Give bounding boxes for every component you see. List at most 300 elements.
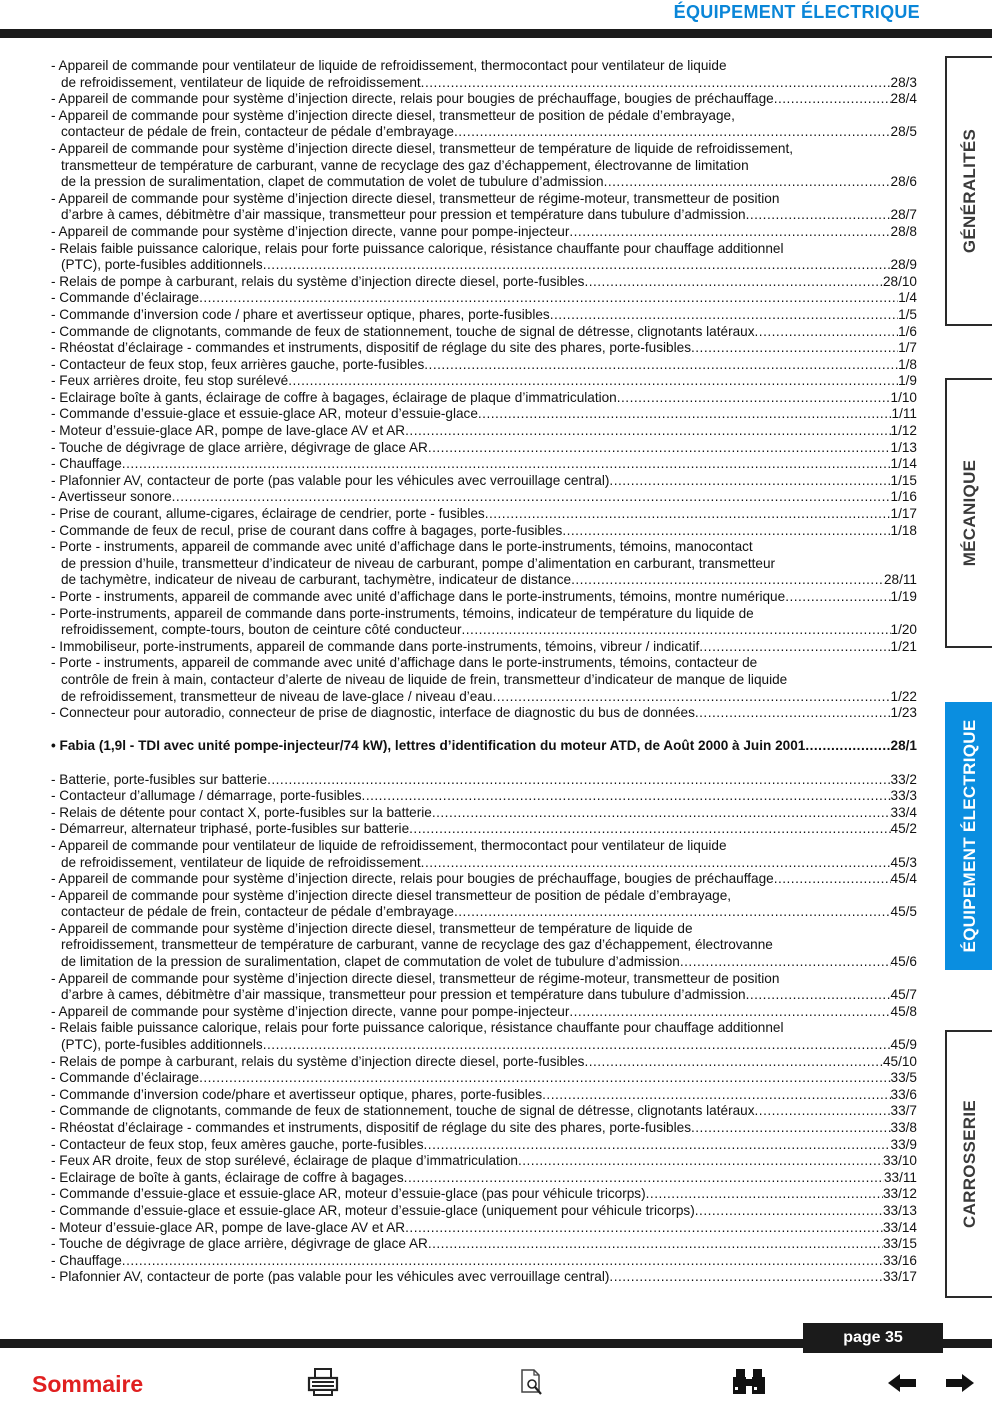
toc-entry-line bbox=[51, 888, 917, 905]
toc-page-ref[interactable]: 1/9 bbox=[898, 373, 917, 389]
toc-entry-text: - Appareil de commande pour système d’injection directe, relais pour bougies de préchauffage, bougies de préchauffage bbox=[51, 91, 774, 107]
toc-entry[interactable] bbox=[51, 1186, 917, 1203]
toc-page-ref[interactable]: 1/18 bbox=[890, 522, 917, 538]
dot-leader bbox=[454, 904, 891, 921]
toc-entry-text: - Immobiliseur, porte-instruments, appareil de commande dans porte-instruments, témoins, vibreur / indicatif bbox=[51, 638, 700, 654]
toc-entry-line bbox=[51, 108, 917, 125]
toc-entry-text: de refroidissement, ventilateur de liquide de refroidissement bbox=[61, 74, 421, 90]
tab-mecanique[interactable] bbox=[945, 378, 992, 648]
toc-entry[interactable] bbox=[51, 921, 917, 971]
toc-entry-line bbox=[51, 556, 917, 573]
toc-entry[interactable] bbox=[51, 324, 917, 341]
tab-carrosserie[interactable] bbox=[945, 1030, 992, 1298]
toc-entry-line bbox=[51, 788, 917, 805]
toc-entry-line bbox=[51, 290, 917, 307]
toc-entry[interactable] bbox=[51, 1020, 917, 1053]
sommaire-link[interactable]: Sommaire bbox=[32, 1371, 144, 1397]
toc-entry-line bbox=[51, 1153, 917, 1170]
arrow-right-icon[interactable] bbox=[945, 1373, 975, 1398]
toc-entry[interactable] bbox=[51, 805, 917, 822]
toc-entry-line bbox=[51, 655, 917, 672]
toc-entry[interactable] bbox=[51, 1087, 917, 1104]
toc-entry-text: d’arbre à cames, débitmètre d’air massique, transmetteur pour pression et température dans tubulure d’admission bbox=[61, 987, 746, 1003]
dot-leader bbox=[199, 290, 898, 307]
toc-entry[interactable] bbox=[51, 340, 917, 357]
toc-page-ref[interactable]: 45/5 bbox=[890, 904, 917, 920]
toc-entry-text: - Appareil de commande pour système d’injection directe, vanne pour pompe-injecteur bbox=[51, 223, 570, 239]
toc-entry-text: - Eclairage de boîte à gants, éclairage de coffre à bagages bbox=[51, 1169, 404, 1185]
toc-entry-text: - Relais faible puissance calorique, relais pour forte puissance calorique, résistance chauffante pour chauffage additionnel bbox=[51, 240, 784, 256]
tab-equipement-electrique-label: ÉQUIPEMENT ÉLECTRIQUE bbox=[959, 719, 979, 953]
dot-leader bbox=[172, 489, 891, 506]
tab-carrosserie-label: CARROSSERIE bbox=[959, 1100, 979, 1228]
toc-entry-line bbox=[51, 1236, 917, 1253]
toc-entry-text: - Contacteur de feux stop, feux amères gauche, porte-fusibles bbox=[51, 1136, 424, 1152]
toc-entry-text: - Contacteur de feux stop, feux arrières gauche, porte-fusibles bbox=[51, 356, 425, 372]
toc-entry[interactable] bbox=[51, 1103, 917, 1120]
toc-entry-line bbox=[51, 921, 917, 938]
toc-page-ref[interactable]: 45/9 bbox=[890, 1037, 917, 1053]
toc-entry-line bbox=[51, 904, 917, 921]
toc-entry-text: - Démarreur, alternateur triphasé, porte-fusibles sur batterie bbox=[51, 821, 410, 837]
toc-page-ref[interactable]: 1/11 bbox=[891, 406, 917, 422]
toc-entry-text: - Touche de dégivrage de glace arrière, dégivrage de glace AR bbox=[51, 439, 428, 455]
toc-entry-text: - Prise de courant, allume-cigares, éclairage de cendrier, porte - fusibles bbox=[51, 506, 485, 522]
toc-entry-text: contacteur de pédale de frein, contacteur de pédale d’embrayage bbox=[61, 124, 454, 140]
dot-leader bbox=[755, 324, 899, 341]
dot-leader bbox=[518, 1153, 883, 1170]
toc-entry-text: - Porte-instruments, appareil de commande dans porte-instruments, témoins, indicateur de température du liquide de bbox=[51, 605, 754, 621]
toc-entry-text: - Relais de détente pour contact X, porte-fusibles sur la batterie bbox=[51, 804, 432, 820]
toc-entry-text: - Commande d’essuie-glace et essuie-glace AR, moteur d’essuie-glace (uniquement pour véhicule tricorps) bbox=[51, 1202, 695, 1218]
dot-leader bbox=[263, 1037, 891, 1054]
toc-entry-text: - Connecteur pour autoradio, connecteur de prise de diagnostic, interface de diagnostic du bus de données bbox=[51, 705, 695, 721]
toc-entry-line bbox=[51, 1137, 917, 1154]
toc-entry-line bbox=[51, 705, 917, 722]
toc-page-ref[interactable]: 28/8 bbox=[890, 223, 917, 239]
toc-entry[interactable] bbox=[51, 406, 917, 423]
toc-entry-line bbox=[51, 1253, 917, 1270]
toc-page-ref[interactable]: 1/12 bbox=[890, 423, 917, 439]
toc-entry-line bbox=[51, 738, 917, 755]
dot-leader bbox=[454, 124, 891, 141]
toc-entry-line bbox=[51, 307, 917, 324]
toc-entry-line bbox=[51, 191, 917, 208]
toc-entry-text: - Commande d’essuie-glace et essuie-glace AR, moteur d’essuie-glace bbox=[51, 406, 478, 422]
toc-page-ref[interactable]: 33/6 bbox=[890, 1086, 917, 1102]
toc-entry[interactable] bbox=[51, 888, 917, 921]
dot-leader bbox=[122, 1253, 883, 1270]
toc-page-ref[interactable]: 33/9 bbox=[890, 1136, 917, 1152]
toc-page-ref[interactable]: 1/4 bbox=[898, 290, 917, 306]
toc-entry-text: - Feux arrières droite, feu stop surélevé bbox=[51, 373, 289, 389]
toc-entry-text: (PTC), porte-fusibles additionnels bbox=[61, 1037, 263, 1053]
toc-entry-line bbox=[51, 871, 917, 888]
toc-entry[interactable] bbox=[51, 489, 917, 506]
toc-entry-line bbox=[51, 1103, 917, 1120]
dot-leader bbox=[584, 1054, 883, 1071]
toc-page-ref[interactable]: 1/5 bbox=[898, 306, 917, 322]
toc-entry-line bbox=[51, 838, 917, 855]
toc-entry-line bbox=[51, 523, 917, 540]
tab-generalites-label: GÉNÉRALITÉS bbox=[959, 128, 979, 254]
dot-leader bbox=[424, 1137, 891, 1154]
toc-entry[interactable] bbox=[51, 523, 917, 540]
header-rule bbox=[0, 29, 935, 38]
toc-entry-line bbox=[51, 274, 917, 291]
toc-page-ref[interactable]: 1/15 bbox=[890, 472, 917, 488]
dot-leader bbox=[604, 174, 891, 191]
toc-page-ref[interactable]: 33/17 bbox=[882, 1269, 917, 1285]
toc-page-ref[interactable]: 33/7 bbox=[890, 1103, 917, 1119]
toc-entry[interactable] bbox=[51, 373, 917, 390]
toc-entry-text: - Appareil de commande pour système d’injection directe, relais pour bougies de préchauffage, bougies de préchauffage bbox=[51, 871, 774, 887]
toc-page-ref[interactable]: 33/2 bbox=[890, 771, 917, 787]
dot-leader bbox=[288, 373, 898, 390]
dot-leader bbox=[691, 340, 898, 357]
toc-entry[interactable] bbox=[51, 871, 917, 888]
tab-mecanique-label: MÉCANIQUE bbox=[959, 459, 979, 567]
toc-entry[interactable] bbox=[51, 1004, 917, 1021]
dot-leader bbox=[695, 1203, 883, 1220]
toc-page-ref[interactable]: 28/6 bbox=[890, 174, 917, 190]
toc-entry-text: d’arbre à cames, débitmètre d’air massique, transmetteur pour pression et température dans tubulure d’admission bbox=[61, 207, 746, 223]
toc-page-ref[interactable]: 1/20 bbox=[890, 622, 917, 638]
toc-entry-text: - Moteur d’essuie-glace AR, pompe de lave-glace AV et AR bbox=[51, 423, 406, 439]
toc-entry-line bbox=[51, 1186, 917, 1203]
toc-page-ref[interactable]: 28/1 bbox=[890, 738, 917, 754]
toc-page-ref[interactable]: 33/12 bbox=[882, 1186, 917, 1202]
toc-entry-text: - Appareil de commande pour système d’injection directe, vanne pour pompe-injecteur bbox=[51, 1003, 570, 1019]
toc-entry[interactable] bbox=[51, 1120, 917, 1137]
dot-leader bbox=[122, 456, 891, 473]
toc-entry-text: - Commande d’essuie-glace et essuie-glace AR, moteur d’essuie-glace (pas pour véhicule tricorps) bbox=[51, 1186, 646, 1202]
toc-entry[interactable] bbox=[51, 1137, 917, 1154]
toc-entry[interactable] bbox=[51, 290, 917, 307]
toc-entry[interactable] bbox=[51, 606, 917, 639]
dot-leader bbox=[421, 75, 891, 92]
toc-page-ref[interactable]: 1/8 bbox=[898, 356, 917, 372]
toc-entry[interactable] bbox=[51, 639, 917, 656]
dot-leader bbox=[646, 1186, 883, 1203]
toc-entry-line bbox=[51, 91, 917, 108]
toc-entry-line bbox=[51, 1004, 917, 1021]
dot-leader bbox=[805, 738, 890, 755]
toc-entry-line bbox=[51, 1203, 917, 1220]
toc-entry[interactable] bbox=[51, 241, 917, 274]
toc-entry[interactable] bbox=[51, 971, 917, 1004]
toc-entry-line bbox=[51, 473, 917, 490]
toc-entry-line bbox=[51, 937, 917, 954]
toc-entry-text: - Appareil de commande pour système d’injection directe diesel, transmetteur de température de liquide de refroidissement, bbox=[51, 140, 794, 156]
toc-entry[interactable] bbox=[51, 473, 917, 490]
toc-entry[interactable] bbox=[51, 423, 917, 440]
dot-leader bbox=[461, 622, 890, 639]
toc-entry[interactable] bbox=[51, 655, 917, 705]
toc-entry[interactable] bbox=[51, 456, 917, 473]
toc-entry[interactable] bbox=[51, 1170, 917, 1187]
dot-leader bbox=[432, 805, 891, 822]
toc-entry-text: - Appareil de commande pour système d’injection directe diesel transmetteur de position de pédale d’embrayage, bbox=[51, 887, 732, 903]
toc-entry-line bbox=[51, 539, 917, 556]
toc-entry[interactable] bbox=[51, 357, 917, 374]
dot-leader bbox=[584, 274, 883, 291]
toc-entry-text: transmetteur de température de carburant, vanne de recyclage des gaz d’échappement, électrovanne de limitation bbox=[61, 157, 749, 173]
dot-leader bbox=[785, 589, 890, 606]
page-number: page 35 bbox=[803, 1323, 943, 1353]
toc-page-ref[interactable]: 28/3 bbox=[890, 74, 917, 90]
toc-entry[interactable] bbox=[51, 440, 917, 457]
toc-page-ref[interactable]: 1/22 bbox=[890, 688, 917, 704]
toc-entry[interactable] bbox=[51, 274, 917, 291]
toc-entry-line bbox=[51, 1054, 917, 1071]
dot-leader bbox=[428, 1236, 883, 1253]
dot-leader bbox=[550, 307, 898, 324]
toc-page-ref[interactable]: 33/13 bbox=[882, 1202, 917, 1218]
toc-entry-line bbox=[51, 158, 917, 175]
toc-entry-text: - Commande de clignotants, commande de feux de stationnement, touche de signal de détresse, clignotants latéraux bbox=[51, 323, 755, 339]
toc-entry-text: - Relais de pompe à carburant, relais du système d’injection directe diesel, porte-fusibles bbox=[51, 273, 585, 289]
toc-entry-line bbox=[51, 1070, 917, 1087]
toc-page-ref[interactable]: 33/10 bbox=[882, 1153, 917, 1169]
toc-page-ref[interactable]: 45/6 bbox=[890, 954, 917, 970]
toc-entry-text: - Appareil de commande pour ventilateur de liquide de refroidissement, thermocontact pour ventilateur de liquide bbox=[51, 58, 727, 73]
toc-entry-text: - Relais de pompe à carburant, relais du système d’injection directe diesel, porte-fusibles bbox=[51, 1053, 585, 1069]
dot-leader bbox=[478, 406, 892, 423]
toc-page-ref[interactable]: 1/16 bbox=[890, 489, 917, 505]
toc-entry-line bbox=[51, 373, 917, 390]
toc-entry-text: - Chauffage bbox=[51, 456, 122, 472]
printer-icon[interactable] bbox=[306, 1367, 340, 1402]
toc-page-ref[interactable]: 1/7 bbox=[898, 340, 917, 356]
toc-page-ref[interactable]: 33/5 bbox=[890, 1070, 917, 1086]
toc-entry-text: contrôle de frein à main, contacteur d’alerte de niveau de liquide de frein, transmetteur d’indicateur de manque de liquide bbox=[61, 671, 788, 687]
toc-entry-text: - Chauffage bbox=[51, 1252, 122, 1268]
dot-leader bbox=[617, 390, 891, 407]
dot-leader bbox=[409, 821, 890, 838]
toc-entry-line bbox=[51, 58, 917, 75]
toc-entry-line bbox=[51, 622, 917, 639]
binoculars-icon[interactable] bbox=[731, 1367, 767, 1402]
toc-page-ref[interactable]: 28/7 bbox=[890, 207, 917, 223]
toc-entry-line bbox=[51, 589, 917, 606]
toc-entry-line bbox=[51, 124, 917, 141]
dot-leader bbox=[746, 987, 891, 1004]
toc-page-ref[interactable]: 33/15 bbox=[882, 1236, 917, 1252]
toc-entry[interactable] bbox=[51, 191, 917, 224]
toc-page-ref[interactable]: 33/11 bbox=[883, 1169, 917, 1185]
toc-entry-line bbox=[51, 1269, 917, 1286]
toc-page-ref[interactable]: 28/9 bbox=[890, 257, 917, 273]
toc-entry-line bbox=[51, 772, 917, 789]
toc-entry[interactable] bbox=[51, 141, 917, 191]
dot-leader bbox=[492, 689, 890, 706]
toc-entry-text: - Porte - instruments, appareil de commande avec unité d’affichage dans le porte-instruments, témoins, manocontact bbox=[51, 539, 753, 555]
toc-page-ref[interactable]: 45/8 bbox=[890, 1003, 917, 1019]
dot-leader bbox=[755, 1103, 891, 1120]
toc-entry-text: - Appareil de commande pour système d’injection directe diesel, transmetteur de régime-moteur, transmetteur de position bbox=[51, 190, 780, 206]
toc-entry-text: - Relais faible puissance calorique, relais pour forte puissance calorique, résistance chauffante pour chauffage additionnel bbox=[51, 1020, 784, 1036]
toc-page-ref[interactable]: 1/10 bbox=[890, 389, 917, 405]
toc-page-ref[interactable]: 1/6 bbox=[898, 323, 917, 339]
toc-entry-line bbox=[51, 1120, 917, 1137]
dot-leader bbox=[571, 572, 884, 589]
toc-entry-text: contacteur de pédale de frein, contacteur de pédale d’embrayage bbox=[61, 904, 454, 920]
toc-entry-text: - Eclairage boîte à gants, éclairage de coffre à bagages, éclairage de plaque d’immatriculation bbox=[51, 389, 617, 405]
toc-entry[interactable] bbox=[51, 1253, 917, 1270]
toc-entry-line bbox=[51, 241, 917, 258]
toc-entry[interactable] bbox=[51, 1236, 917, 1253]
toc-entry-line bbox=[51, 489, 917, 506]
dot-leader bbox=[609, 473, 890, 490]
toc-entry-line bbox=[51, 440, 917, 457]
toc-entry-line bbox=[51, 423, 917, 440]
toc-page-ref[interactable]: 28/4 bbox=[890, 91, 917, 107]
toc-page-ref[interactable]: 33/3 bbox=[890, 788, 917, 804]
toc-list bbox=[51, 58, 917, 1286]
toc-page-ref[interactable]: 28/11 bbox=[883, 572, 917, 588]
dot-leader bbox=[695, 705, 891, 722]
dot-leader bbox=[562, 523, 890, 540]
toc-entry[interactable] bbox=[51, 1070, 917, 1087]
toc-entry-line bbox=[51, 141, 917, 158]
toc-entry-line bbox=[51, 75, 917, 92]
toc-entry-text: - Feux AR droite, feux de stop surélevé, éclairage de plaque d’immatriculation bbox=[51, 1153, 518, 1169]
toc-entry-line bbox=[51, 1087, 917, 1104]
toc-entry[interactable] bbox=[51, 108, 917, 141]
toc-entry-text: - Contacteur d’allumage / démarrage, porte-fusibles bbox=[51, 788, 362, 804]
toc-entry-text: - Commande d’inversion code/phare et avertisseur optique, phares, porte-fusibles bbox=[51, 1086, 543, 1102]
toc-entry-line bbox=[51, 1220, 917, 1237]
toc-entry-text: de pression d’huile, transmetteur d’indicateur de niveau de carburant, pompe d’alimentation en carburant, transmetteur bbox=[61, 555, 776, 571]
toc-entry[interactable] bbox=[51, 788, 917, 805]
toc-entry-line bbox=[51, 689, 917, 706]
dot-leader bbox=[199, 1070, 890, 1087]
toc-page-ref[interactable]: 28/5 bbox=[890, 124, 917, 140]
dot-leader bbox=[404, 1170, 884, 1187]
toc-entry-line bbox=[51, 971, 917, 988]
toc-entry[interactable] bbox=[51, 1153, 917, 1170]
toc-entry[interactable] bbox=[51, 506, 917, 523]
toc-entry[interactable] bbox=[51, 539, 917, 589]
toc-entry[interactable] bbox=[51, 1220, 917, 1237]
toc-entry-text: - Appareil de commande pour système d’injection directe diesel, transmetteur de position de pédale d’embrayage, bbox=[51, 107, 735, 123]
toc-entry-text: - Commande d’éclairage bbox=[51, 290, 200, 306]
toc-page-ref[interactable]: 1/13 bbox=[890, 439, 917, 455]
toc-entry-line bbox=[51, 1020, 917, 1037]
toc-entry-text: de la pression de suralimentation, clapet de commutation de volet de tubulure d’admission bbox=[61, 174, 604, 190]
toc-page-ref[interactable]: 1/21 bbox=[890, 638, 917, 654]
toc-page-ref[interactable]: 33/8 bbox=[890, 1120, 917, 1135]
dot-leader bbox=[691, 1120, 891, 1137]
toc-entry-line bbox=[51, 954, 917, 971]
toc-page-ref[interactable]: 28/10 bbox=[882, 273, 917, 289]
toc-entry[interactable] bbox=[51, 1203, 917, 1220]
toc-entry-line bbox=[51, 406, 917, 423]
toc-entry-text: - Rhéostat d’éclairage - commandes et instruments, dispositif de réglage du site des phares, porte-fusibles bbox=[51, 340, 691, 356]
toc-page-ref[interactable]: 45/4 bbox=[890, 871, 917, 887]
toc-entry[interactable] bbox=[51, 705, 917, 722]
toc-page-ref[interactable]: 33/4 bbox=[890, 804, 917, 820]
toc-entry[interactable] bbox=[51, 838, 917, 871]
toc-entry[interactable] bbox=[51, 1054, 917, 1071]
dot-leader bbox=[774, 91, 891, 108]
toc-entry-text: • Fabia (1,9l - TDI avec unité pompe-injecteur/74 kW), lettres d’identification du moteur ATD, de Août 2000 à Juin 2001 bbox=[51, 738, 806, 754]
toc-entry-line bbox=[51, 572, 917, 589]
toc-page-ref[interactable]: 1/19 bbox=[890, 589, 917, 604]
toc-entry-text: - Batterie, porte-fusibles sur batterie bbox=[51, 771, 268, 787]
toc-entry-line bbox=[51, 224, 917, 241]
tab-generalites[interactable] bbox=[945, 56, 992, 326]
dot-leader bbox=[421, 855, 891, 872]
toc-entry[interactable] bbox=[51, 772, 917, 789]
toc-entry[interactable] bbox=[51, 58, 917, 91]
toc-entry-line bbox=[51, 257, 917, 274]
toc-entry-text: - Moteur d’essuie-glace AR, pompe de lave-glace AV et AR bbox=[51, 1219, 406, 1235]
zoom-page-icon[interactable] bbox=[519, 1367, 545, 1402]
toc-entry-text: - Porte - instruments, appareil de commande avec unité d’affichage dans le porte-instruments, témoins, contacteur de bbox=[51, 655, 758, 671]
toc-entry-text: - Plafonnier AV, contacteur de porte (pas valable pour les véhicules avec verrouillage central) bbox=[51, 472, 610, 488]
spacer bbox=[51, 722, 917, 739]
toc-page-ref[interactable]: 45/7 bbox=[890, 987, 917, 1003]
toc-entry[interactable] bbox=[51, 589, 917, 606]
toc-page-ref[interactable]: 1/14 bbox=[890, 456, 917, 472]
toc-entry-text: de tachymètre, indicateur de niveau de carburant, tachymètre, indicateur de distance bbox=[61, 572, 572, 588]
toc-entry-text: - Touche de dégivrage de glace arrière, dégivrage de glace AR bbox=[51, 1236, 428, 1252]
toc-entry[interactable] bbox=[51, 1269, 917, 1286]
toc-entry-line bbox=[51, 855, 917, 872]
dot-leader bbox=[569, 224, 890, 241]
toc-entry[interactable] bbox=[51, 91, 917, 108]
toc-entry-text: - Plafonnier AV, contacteur de porte (pas valable pour les véhicules avec verrouillage central) bbox=[51, 1269, 610, 1285]
toc-entry-line bbox=[51, 987, 917, 1004]
toc-entry[interactable] bbox=[51, 224, 917, 241]
section-heading[interactable] bbox=[51, 738, 917, 755]
toc-entry-line bbox=[51, 672, 917, 689]
dot-leader bbox=[609, 1269, 883, 1286]
toc-entry[interactable] bbox=[51, 307, 917, 324]
toc-entry-line bbox=[51, 324, 917, 341]
toc-entry-line bbox=[51, 506, 917, 523]
toc-page-ref[interactable]: 1/17 bbox=[890, 506, 917, 522]
header-title: ÉQUIPEMENT ÉLECTRIQUE bbox=[673, 2, 920, 22]
toc-entry-line bbox=[51, 174, 917, 191]
dot-leader bbox=[542, 1087, 890, 1104]
toc-entry[interactable] bbox=[51, 821, 917, 838]
toc-entry-text: refroidissement, transmetteur de température de carburant, vanne de recyclage des gaz d’échappement, électrovanne bbox=[61, 937, 773, 953]
toc-page-ref[interactable]: 33/14 bbox=[882, 1219, 917, 1235]
arrow-left-icon[interactable] bbox=[887, 1373, 917, 1398]
dot-leader bbox=[569, 1004, 890, 1021]
toc-page-ref[interactable]: 1/23 bbox=[890, 705, 917, 721]
toc-entry[interactable] bbox=[51, 390, 917, 407]
toc-entry-text: de limitation de la pression de suralimentation, clapet de commutation de volet de tubulure d’admission bbox=[61, 954, 680, 970]
tab-equipement-electrique[interactable] bbox=[945, 702, 992, 970]
toc-page-ref[interactable]: 45/3 bbox=[890, 854, 917, 870]
dot-leader bbox=[428, 440, 891, 457]
toc-page-ref[interactable]: 33/16 bbox=[882, 1252, 917, 1268]
toc-entry-line bbox=[51, 639, 917, 656]
toc-page-ref[interactable]: 45/2 bbox=[890, 821, 917, 837]
toc-entry-text: - Commande de clignotants, commande de feux de stationnement, touche de signal de détresse, clignotants latéraux bbox=[51, 1103, 755, 1119]
toc-entry-line bbox=[51, 821, 917, 838]
toc-entry-text: - Avertisseur sonore bbox=[51, 489, 172, 505]
toc-entry-text: - Porte - instruments, appareil de commande avec unité d’affichage dans le porte-instruments, témoins, montre numérique bbox=[51, 589, 786, 604]
toc-entry-text: - Commande d’éclairage bbox=[51, 1070, 200, 1086]
toc-entry-line bbox=[51, 1170, 917, 1187]
toc-page-ref[interactable]: 45/10 bbox=[882, 1053, 917, 1069]
dot-leader bbox=[424, 357, 898, 374]
